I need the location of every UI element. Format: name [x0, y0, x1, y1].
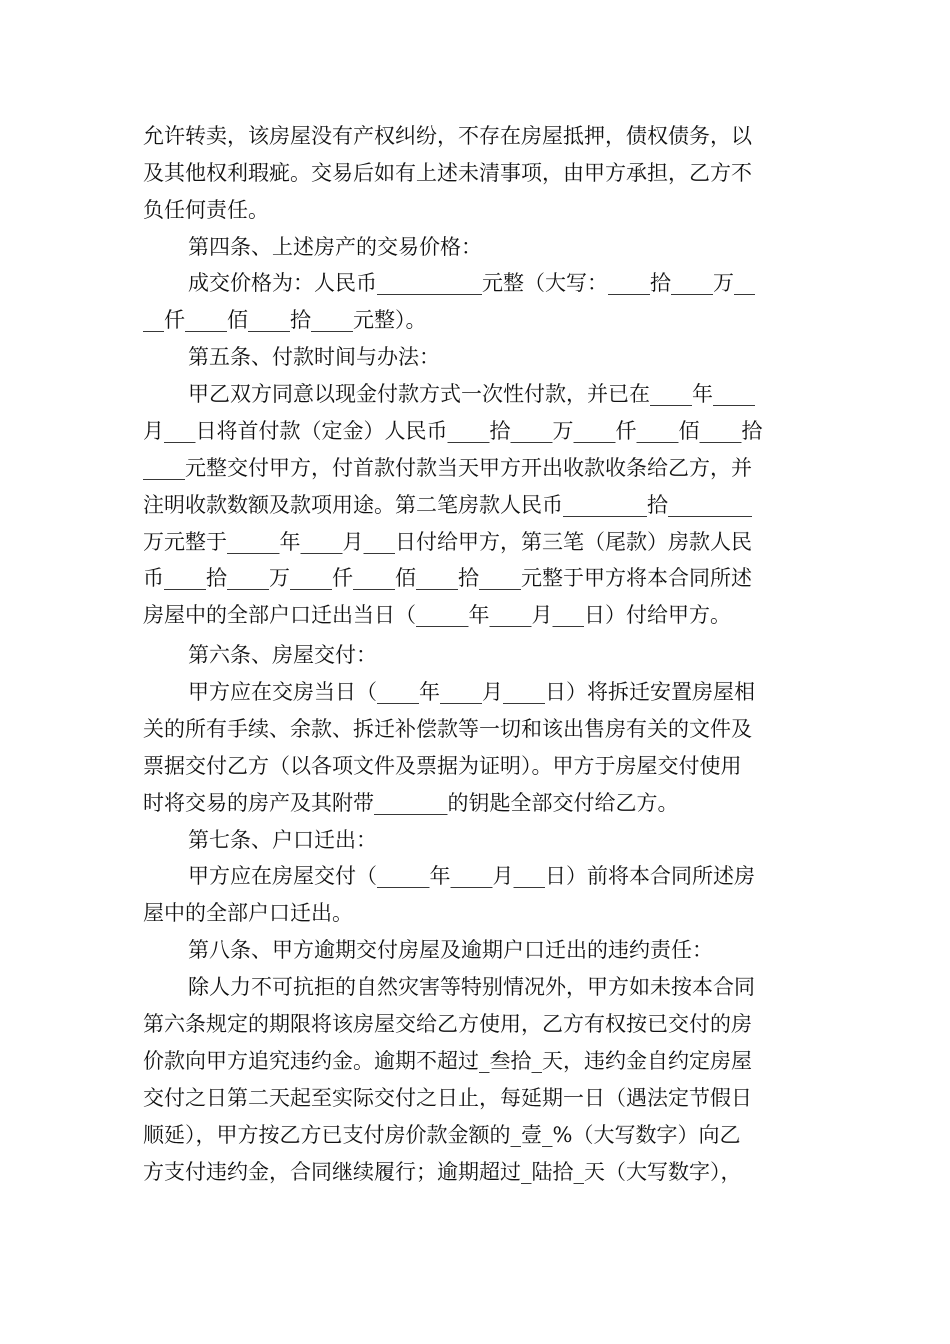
text-line: 允许转卖，该房屋没有产权纠纷，不存在房屋抵押，债权债务，以: [143, 124, 752, 148]
article-7-heading: 第七条、户口迁出：: [188, 828, 377, 852]
text-line: 月___日将首付款（定金）人民币____拾____万____仟____佰____拾: [143, 419, 763, 443]
text-line: ____元整交付甲方，付首款付款当天甲方开出收款收条给乙方，并: [143, 456, 752, 480]
text-line: __仟____佰____拾____元整）。: [143, 308, 427, 332]
article-8-heading: 第八条、甲方逾期交付房屋及逾期户口迁出的违约责任：: [188, 938, 713, 962]
text-line: 顺延），甲方按乙方已支付房价款金额的_壹_%（大写数字）向乙: [143, 1123, 741, 1147]
text-line: 时将交易的房产及其附带_______的钥匙全部交付给乙方。: [143, 791, 679, 815]
text-line: 除人力不可抗拒的自然灾害等特别情况外，甲方如未按本合同: [188, 975, 755, 999]
text-line: 注明收款数额及款项用途。第二笔房款人民币________拾________: [143, 493, 752, 517]
text-line: 屋中的全部户口迁出。: [143, 901, 353, 925]
text-line: 及其他权利瑕疵。交易后如有上述未清事项，由甲方承担，乙方不: [143, 161, 752, 185]
text-line: 甲乙双方同意以现金付款方式一次性付款，并已在____年____: [188, 382, 755, 406]
article-6-heading: 第六条、房屋交付：: [188, 643, 377, 667]
text-line: 成交价格为：人民币__________元整（大写：____拾____万__: [188, 271, 755, 295]
text-line: 甲方应在交房当日（____年____月____日）将拆迁安置房屋相: [188, 680, 755, 704]
article-4-heading: 第四条、上述房产的交易价格：: [188, 235, 482, 259]
text-line: 房屋中的全部户口迁出当日（_____年____月___日）付给甲方。: [143, 603, 731, 627]
text-line: 第六条规定的期限将该房屋交给乙方使用，乙方有权按已交付的房: [143, 1012, 752, 1036]
text-line: 币____拾____万____仟____佰____拾____元整于甲方将本合同所述: [143, 566, 752, 590]
text-line: 关的所有手续、余款、拆迁补偿款等一切和该出售房有关的文件及: [143, 717, 752, 741]
text-line: 方支付违约金，合同继续履行；逾期超过_陆拾_天（大写数字），: [143, 1160, 742, 1184]
article-5-heading: 第五条、付款时间与办法：: [188, 345, 440, 369]
text-line: 负任何责任。: [143, 198, 269, 222]
text-line: 甲方应在房屋交付（_____年____月___日）前将本合同所述房: [188, 864, 755, 888]
text-line: 价款向甲方追究违约金。逾期不超过_叁拾_天，违约金自约定房屋: [143, 1049, 752, 1073]
text-line: 交付之日第二天起至实际交付之日止，每延期一日（遇法定节假日: [143, 1086, 752, 1110]
text-line: 票据交付乙方（以各项文件及票据为证明）。甲方于房屋交付使用: [143, 754, 742, 778]
text-line: 万元整于_____年____月___日付给甲方，第三笔（尾款）房款人民: [143, 530, 752, 554]
